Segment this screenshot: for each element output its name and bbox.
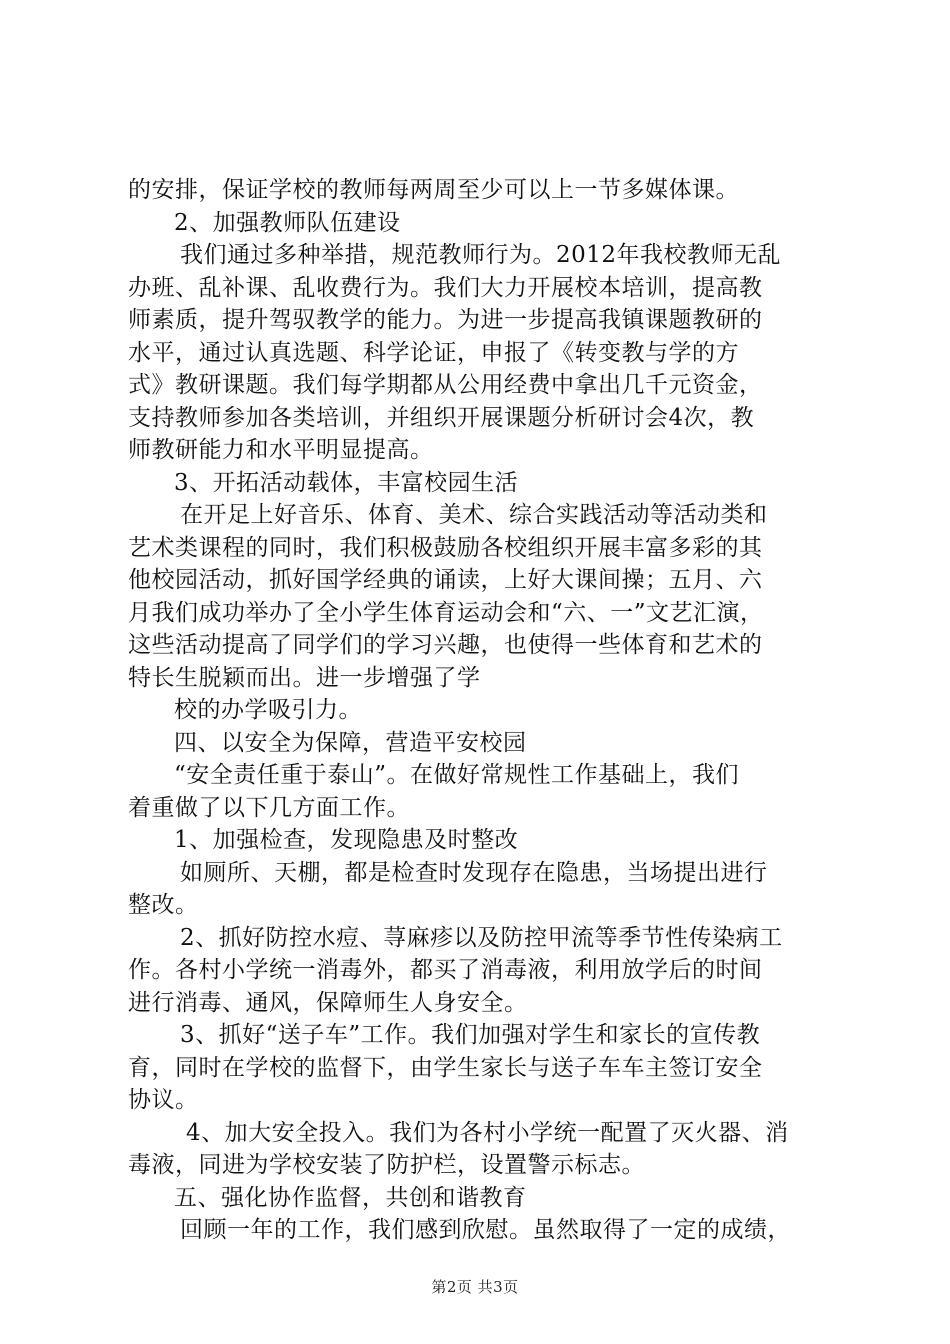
text-line: 协议。 (128, 1087, 199, 1113)
text-line: 3、抓好“送子车”工作。我们加强对学生和家长的宣传教 (180, 1022, 761, 1048)
text-line: 师素质，提升驾驭教学的能力。为进一步提高我镇课题教研的 (128, 307, 763, 333)
text-line: 育，同时在学校的监督下，由学生家长与送子车车主签订安全 (128, 1054, 763, 1081)
text-line: 如厕所、天棚，都是检查时发现存在隐患，当场提出进行 (180, 859, 768, 886)
text-line: 校的办学吸引力。 (174, 697, 362, 723)
text-line: 艺术类课程的同时，我们积极鼓励各校组织开展丰富多彩的其 (128, 534, 763, 561)
text-line: 的安排，保证学校的教师每两周至少可以上一节多媒体课。 (128, 177, 739, 203)
text-line: 整改。 (128, 892, 199, 918)
document-body (128, 174, 828, 1247)
text-line: 办班、乱补课、乱收费行为。我们大力开展校本培训，提高教 (128, 274, 763, 301)
text-line: 在开足上好音乐、体育、美术、综合实践活动等活动类和 (180, 502, 768, 528)
text-line: 他校园活动，抓好国学经典的诵读，上好大课间操；五月、六 (128, 567, 763, 593)
text-line: 2、抓好防控水痘、荨麻疹以及防控甲流等季节性传染病工 (180, 924, 783, 951)
text-line: 支持教师参加各类培训，并组织开展课题分析研讨会4次，教 (128, 404, 755, 431)
text-line: “安全责任重于泰山”。在做好常规性工作基础上，我们 (174, 762, 740, 788)
section-heading: 四、以安全为保障，营造平安校园 (174, 729, 527, 756)
section-heading: 1、加强检查，发现隐患及时整改 (174, 827, 519, 853)
section-heading: 3、开拓活动载体，丰富校园生活 (174, 469, 519, 496)
section-heading: 五、强化协作监督，共创和谐教育 (174, 1184, 527, 1211)
page-number-footer: 第2页 共3页 (431, 1278, 519, 1296)
text-line: 特长生脱颖而出。进一步增强了学 (128, 664, 481, 691)
text-line: 毒液，同进为学校安装了防护栏，设置警示标志。 (128, 1152, 645, 1178)
section-heading: 2、加强教师队伍建设 (174, 209, 401, 236)
text-line: 水平，通过认真选题、科学论证，申报了《转变教与学的方 (128, 339, 739, 366)
text-line: 这些活动提高了同学们的学习兴趣，也使得一些体育和艺术的 (128, 632, 763, 658)
text-line: 我们通过多种举措，规范教师行为。2012年我校教师无乱 (180, 242, 782, 268)
text-line: 回顾一年的工作，我们感到欣慰。虽然取得了一定的成绩， (180, 1217, 791, 1243)
text-line: 月我们成功举办了全小学生体育运动会和“六、一”文艺汇演， (128, 599, 764, 626)
text-line: 式》教研课题。我们每学期都从公用经费中拿出几千元资金， (128, 372, 763, 398)
text-line: 师教研能力和水平明显提高。 (128, 437, 434, 463)
text-line: 作。各村小学统一消毒外，都买了消毒液，利用放学后的时间 (128, 957, 763, 983)
text-line: 4、加大安全投入。我们为各村小学统一配置了灭火器、消 (186, 1119, 789, 1146)
text-line: 进行消毒、通风，保障师生人身安全。 (128, 989, 528, 1016)
text-line: 着重做了以下几方面工作。 (128, 794, 410, 821)
